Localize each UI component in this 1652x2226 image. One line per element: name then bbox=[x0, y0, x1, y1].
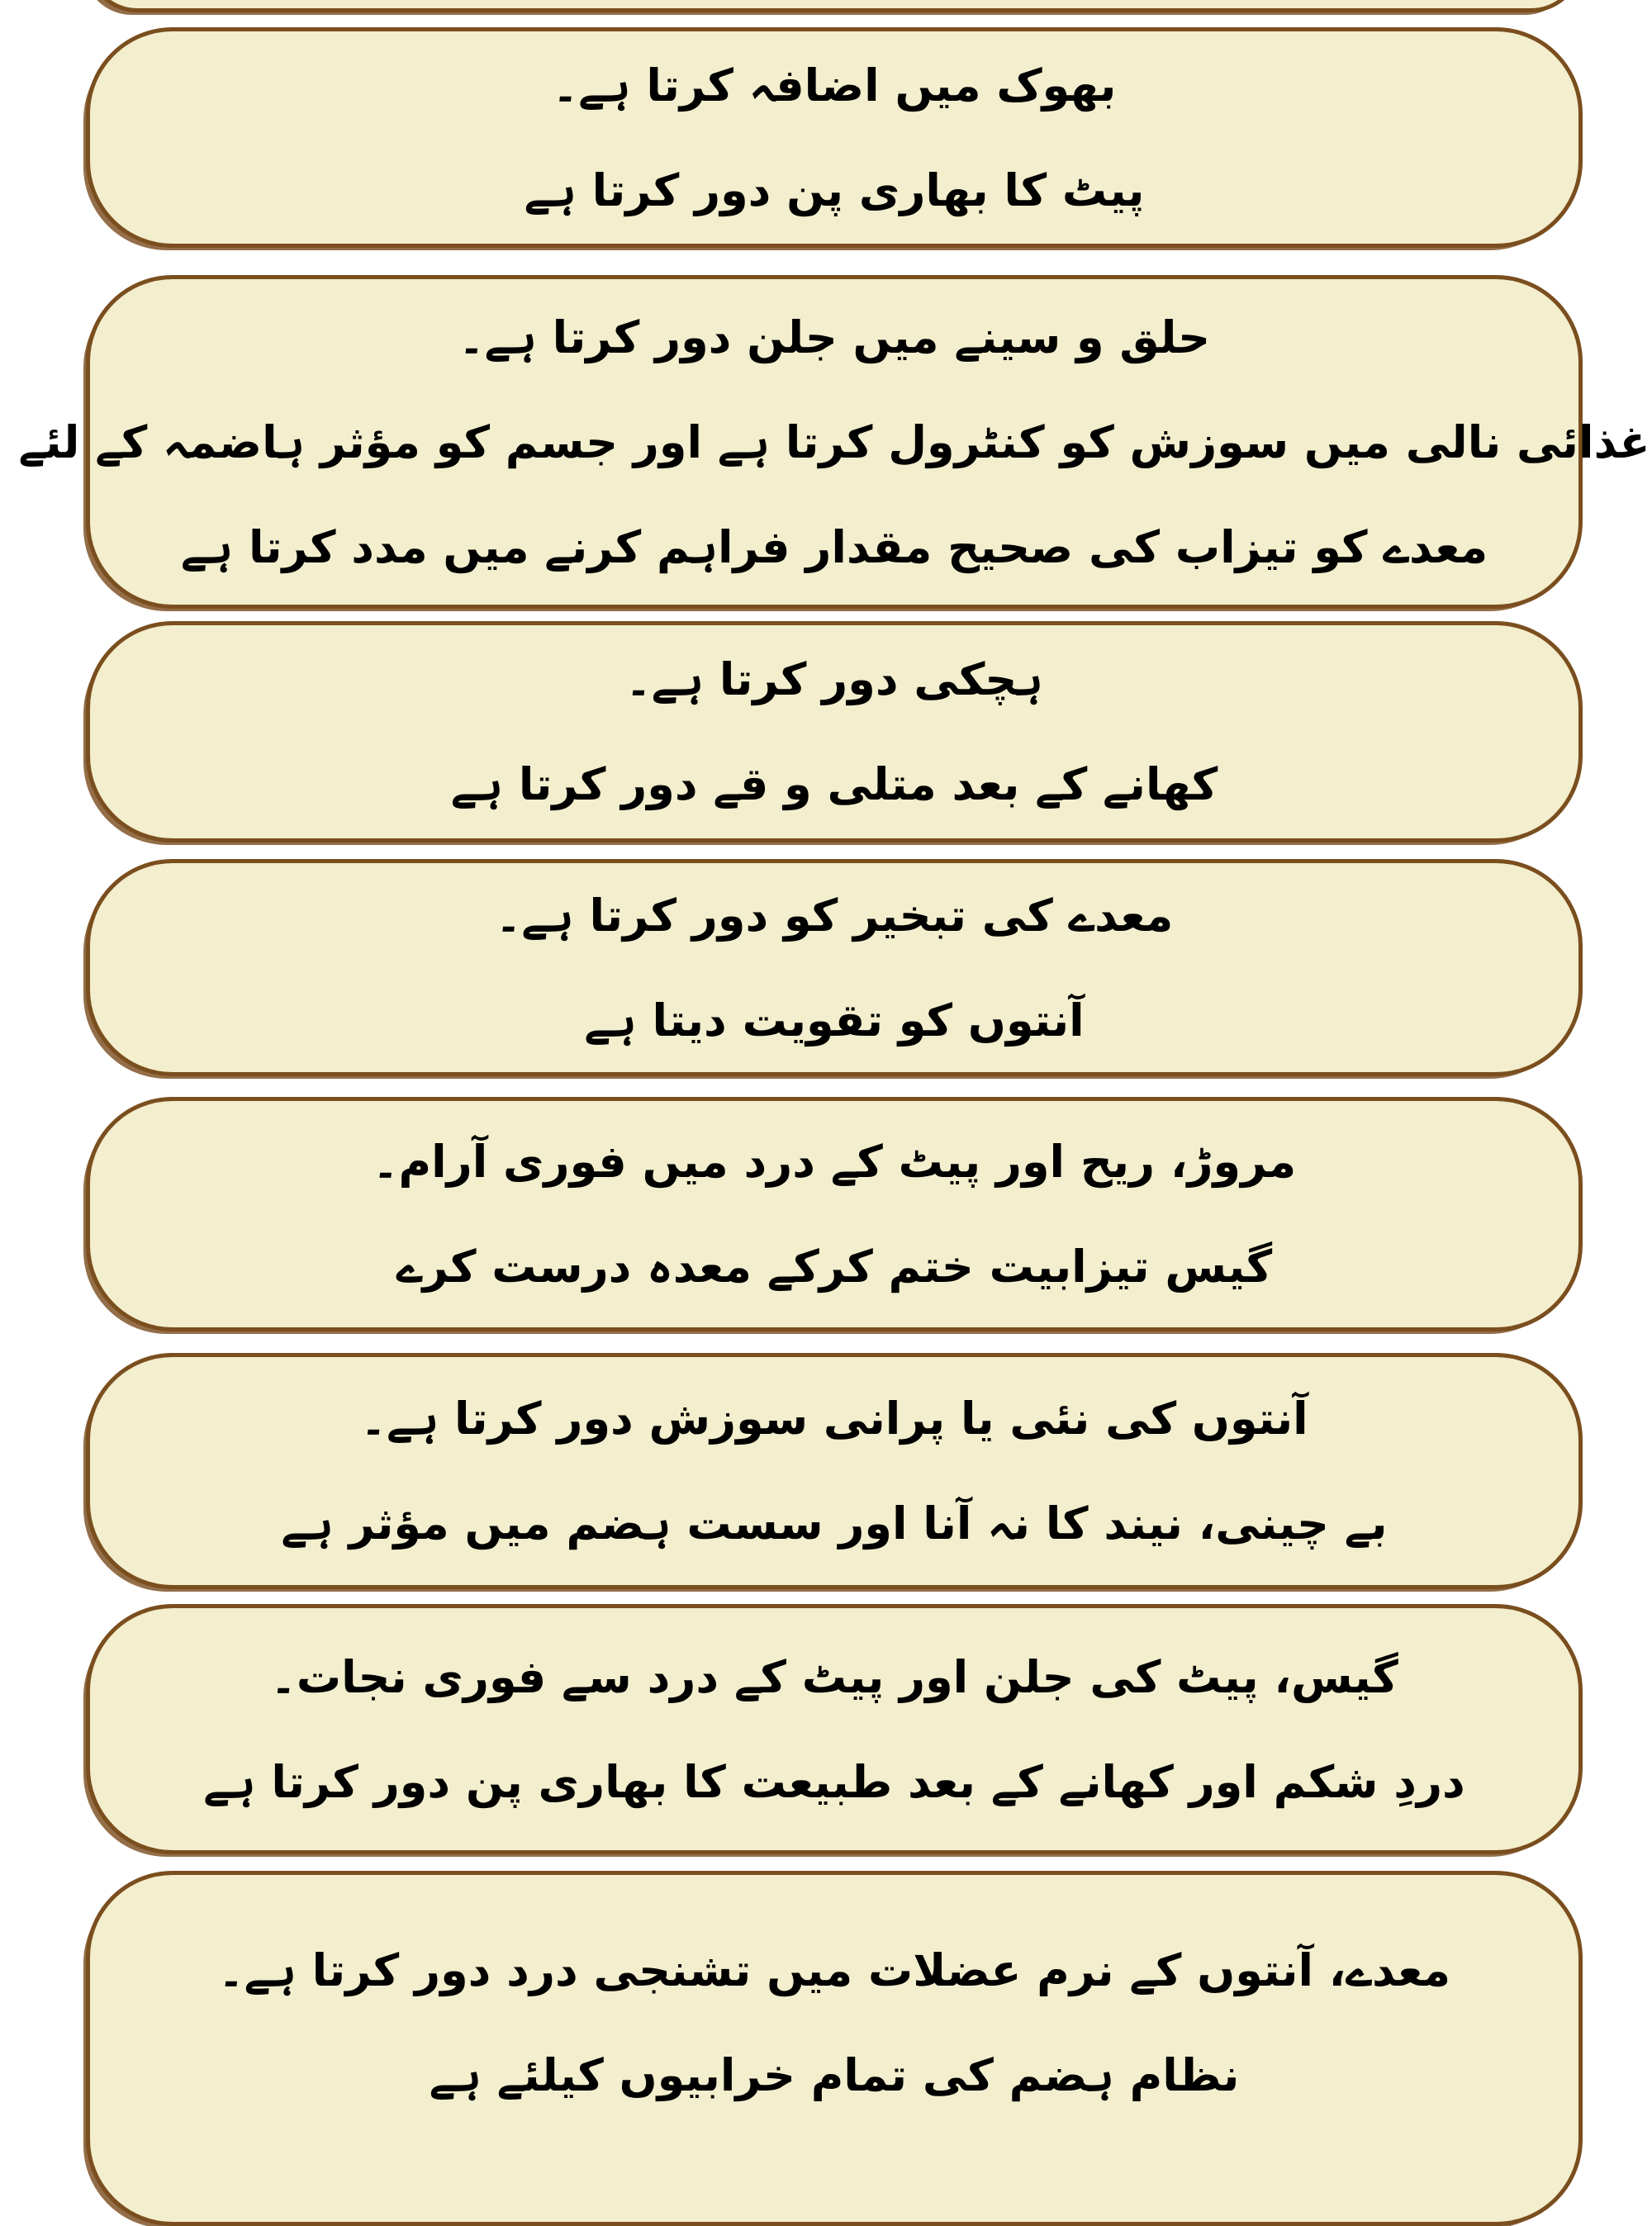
benefit-line: دردِ شکم اور کھانے کے بعد طبیعت کا بھاری پن دور کرتا ہے bbox=[203, 1755, 1465, 1808]
benefit-box-stomach-vapors bbox=[86, 859, 1583, 1076]
benefit-line: پیٹ کا بھاری پن دور کرتا ہے bbox=[524, 164, 1145, 216]
benefit-box-appetite bbox=[86, 27, 1583, 248]
benefit-line: مروڑ، ریح اور پیٹ کے درد میں فوری آرام۔ bbox=[372, 1136, 1297, 1188]
benefit-line: کھانے کے بعد متلی و قے دور کرتا ہے bbox=[450, 758, 1218, 810]
benefit-box-heartburn bbox=[18, 275, 1650, 609]
benefit-line: غذائی نالی میں سوزش کو کنٹرول کرتا ہے اور جسم کو مؤثر ہاضمہ کے لئے bbox=[18, 415, 1650, 468]
benefit-box-partial-top bbox=[86, 0, 1583, 12]
benefit-line: آنتوں کی نئی یا پرانی سوزش دور کرتا ہے۔ bbox=[360, 1393, 1308, 1445]
benefit-box-cramps bbox=[86, 1097, 1583, 1331]
benefit-line: نظام ہضم کی تمام خرابیوں کیلئے ہے bbox=[429, 2049, 1240, 2101]
benefit-line: بے چینی، نیند کا نہ آنا اور سست ہضم میں مؤثر ہے bbox=[281, 1497, 1388, 1550]
benefit-box-hiccups bbox=[86, 621, 1583, 842]
benefit-box-intestinal-inflammation bbox=[86, 1353, 1583, 1589]
benefit-line: گیس تیزابیت ختم کرکے معدہ درست کرے bbox=[396, 1241, 1273, 1293]
benefit-line: آنتوں کو تقویت دیتا ہے bbox=[584, 994, 1085, 1047]
benefit-line: حلق و سینے میں جلن دور کرتا ہے۔ bbox=[458, 311, 1211, 363]
benefit-line: ہچکی دور کرتا ہے۔ bbox=[625, 653, 1043, 705]
benefit-line: معدے کو تیزاب کی صحیح مقدار فراہم کرنے میں مدد کرتا ہے bbox=[180, 520, 1488, 573]
benefit-line: معدے کی تبخیر کو دور کرتا ہے۔ bbox=[495, 889, 1174, 942]
benefit-line: معدے، آنتوں کے نرم عضلات میں تشنجی درد دور کرتا ہے۔ bbox=[217, 1944, 1451, 1996]
benefit-box-gas-relief bbox=[86, 1604, 1583, 1854]
benefit-box-spasmodic-pain bbox=[86, 1871, 1583, 2226]
benefit-line: بھوک میں اضافہ کرتا ہے۔ bbox=[552, 59, 1117, 112]
benefit-line: گیس، پیٹ کی جلن اور پیٹ کے درد سے فوری نجات۔ bbox=[270, 1650, 1398, 1703]
